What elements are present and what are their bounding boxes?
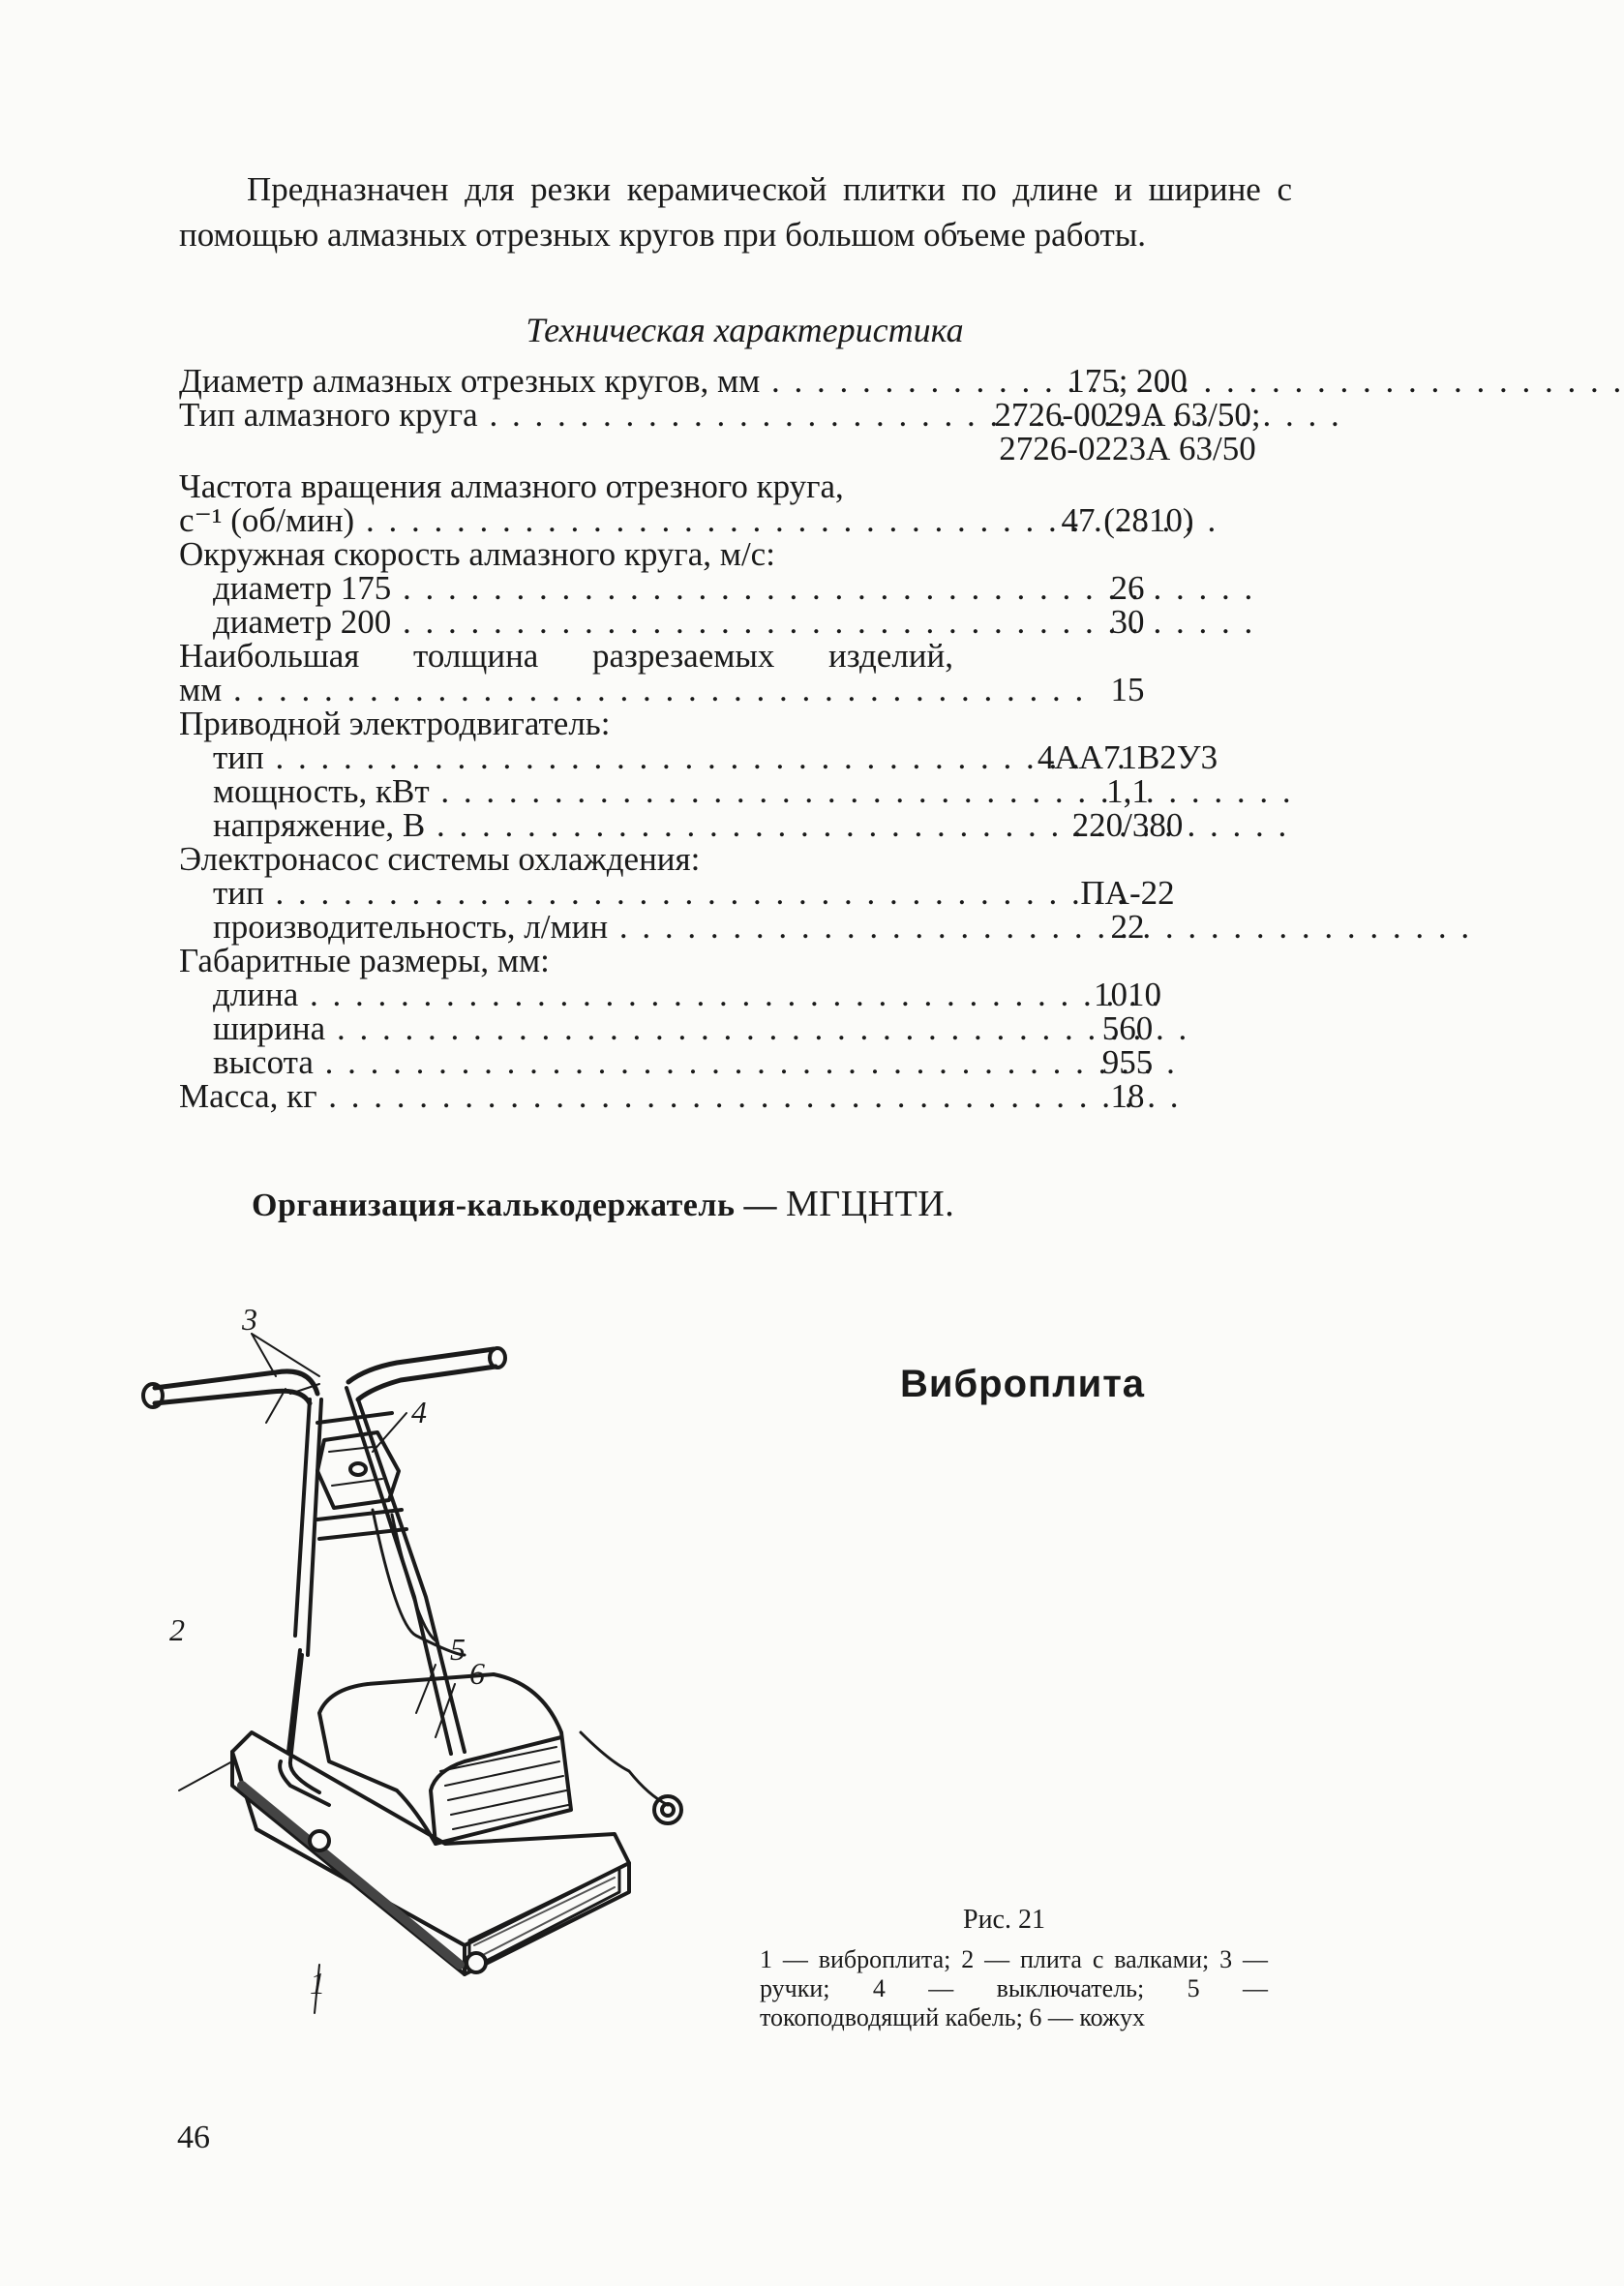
spec-value: 30 bbox=[1110, 603, 1145, 641]
spec-title: Техническая характеристика bbox=[526, 311, 964, 349]
spec-label: высота . . . bbox=[179, 1045, 953, 1079]
spec-label: тип . . . bbox=[179, 876, 953, 910]
page-number: 46 bbox=[177, 2120, 210, 2155]
spec-value: 220/380 bbox=[1071, 806, 1184, 844]
figure-label: 1 bbox=[310, 1966, 325, 2000]
spec-value bbox=[953, 398, 1292, 466]
spec-value: ПА-22 bbox=[1080, 874, 1175, 912]
spec-label: с⁻¹ (об/мин) . . . bbox=[179, 503, 953, 537]
cable-plug bbox=[581, 1732, 668, 1805]
spec-label: диаметр 175 . . . bbox=[179, 571, 953, 605]
spec-label: производительность, л/мин . . . bbox=[179, 910, 953, 944]
spec-value-line: 2726-0029А 63/50; bbox=[994, 396, 1261, 434]
spec-value: 22 bbox=[1110, 908, 1145, 946]
spec-row bbox=[179, 639, 1292, 673]
spec-label: мощность, кВт . . . bbox=[179, 774, 953, 808]
spec-value: 18 bbox=[1110, 1077, 1145, 1115]
spec-value: 1010 bbox=[1094, 976, 1161, 1013]
figure-label: 3 bbox=[242, 1302, 257, 1337]
spec-label: тип . . . bbox=[179, 740, 953, 774]
spec-label: Частота вращения алмазного отрезного круга, bbox=[179, 467, 844, 505]
intro-paragraph: Предназначен для резки керамической плитки по длине и ширине с помощью алмазных отрезных кругов при большом объеме работы. bbox=[179, 170, 1292, 254]
spec-row bbox=[179, 740, 1292, 774]
spec-value: 4АА71В2У3 bbox=[1037, 738, 1218, 776]
spec-value: 1,1 bbox=[1106, 772, 1149, 810]
organization-label: Организация-калькодержатель — bbox=[252, 1188, 777, 1223]
spec-row bbox=[179, 364, 1292, 398]
figure-caption: Рис. 21 bbox=[963, 1905, 1045, 1935]
spec-row bbox=[179, 910, 1292, 944]
figure-label: 4 bbox=[411, 1395, 427, 1429]
spec-value: 47 (2810) bbox=[1061, 501, 1194, 539]
spec-table bbox=[179, 364, 1292, 1113]
spec-row bbox=[179, 944, 1292, 978]
spec-row bbox=[179, 808, 1292, 842]
spec-group-label: Габаритные размеры, мм: bbox=[179, 942, 550, 979]
spec-label: ширина . . . bbox=[179, 1011, 953, 1045]
spec-label: Тип алмазного круга . . . bbox=[179, 398, 953, 432]
spec-row bbox=[179, 1045, 1292, 1079]
spec-value: 955 bbox=[1101, 1043, 1154, 1081]
spec-label: диаметр 200 . . . bbox=[179, 605, 953, 639]
spec-row bbox=[179, 842, 1292, 876]
spec-group-label: Окружная скорость алмазного круга, м/с: bbox=[179, 535, 775, 573]
spec-row bbox=[179, 707, 1292, 740]
spec-label: Наибольшая толщина разрезаемых изделий, bbox=[179, 637, 953, 675]
organization-line bbox=[252, 1183, 954, 1225]
spec-value: 560 bbox=[1101, 1009, 1154, 1047]
spec-row bbox=[179, 1079, 1292, 1113]
spec-row bbox=[179, 605, 1292, 639]
spec-label: напряжение, В . . . bbox=[179, 808, 953, 842]
spec-value: 26 bbox=[1110, 569, 1145, 607]
figure-label: 2 bbox=[169, 1612, 185, 1647]
organization-abbr: МГЦНТИ. bbox=[785, 1184, 955, 1224]
spec-row bbox=[179, 469, 1292, 503]
figure-label: 6 bbox=[469, 1656, 485, 1691]
spec-label: длина . . . bbox=[179, 978, 953, 1011]
spec-group-label: Приводной электродвигатель: bbox=[179, 705, 611, 742]
motor-housing bbox=[319, 1674, 571, 1844]
spec-row bbox=[179, 876, 1292, 910]
spec-value: 15 bbox=[1110, 671, 1145, 708]
switch-box bbox=[317, 1432, 399, 1508]
figure-label: 5 bbox=[450, 1632, 466, 1667]
figure-legend: 1 — виброплита; 2 — плита с валками; 3 — ручки; 4 — выключатель; 5 — токоподводящий кабель; 6 — кожух bbox=[760, 1945, 1268, 2031]
section-title: Виброплита bbox=[900, 1363, 1146, 1405]
spec-group-label: Электронасос системы охлаждения: bbox=[179, 840, 701, 878]
spec-row bbox=[179, 774, 1292, 808]
spec-row bbox=[179, 1011, 1292, 1045]
spec-label: Диаметр алмазных отрезных кругов, мм . . . bbox=[179, 364, 953, 398]
spec-row bbox=[179, 537, 1292, 571]
spec-row bbox=[179, 503, 1292, 537]
spec-row bbox=[179, 673, 1292, 707]
roller bbox=[242, 1786, 460, 1965]
roller-end bbox=[310, 1831, 329, 1850]
spec-row bbox=[179, 978, 1292, 1011]
spec-value: 175; 200 bbox=[1068, 362, 1188, 400]
spec-row bbox=[179, 398, 1292, 466]
spec-value-line: 2726-0223А 63/50 bbox=[999, 430, 1256, 467]
spec-label: мм . . . bbox=[179, 673, 953, 707]
vibroplate-figure bbox=[169, 1302, 716, 2042]
spec-row bbox=[179, 571, 1292, 605]
spec-label: Масса, кг . . . bbox=[179, 1079, 953, 1113]
